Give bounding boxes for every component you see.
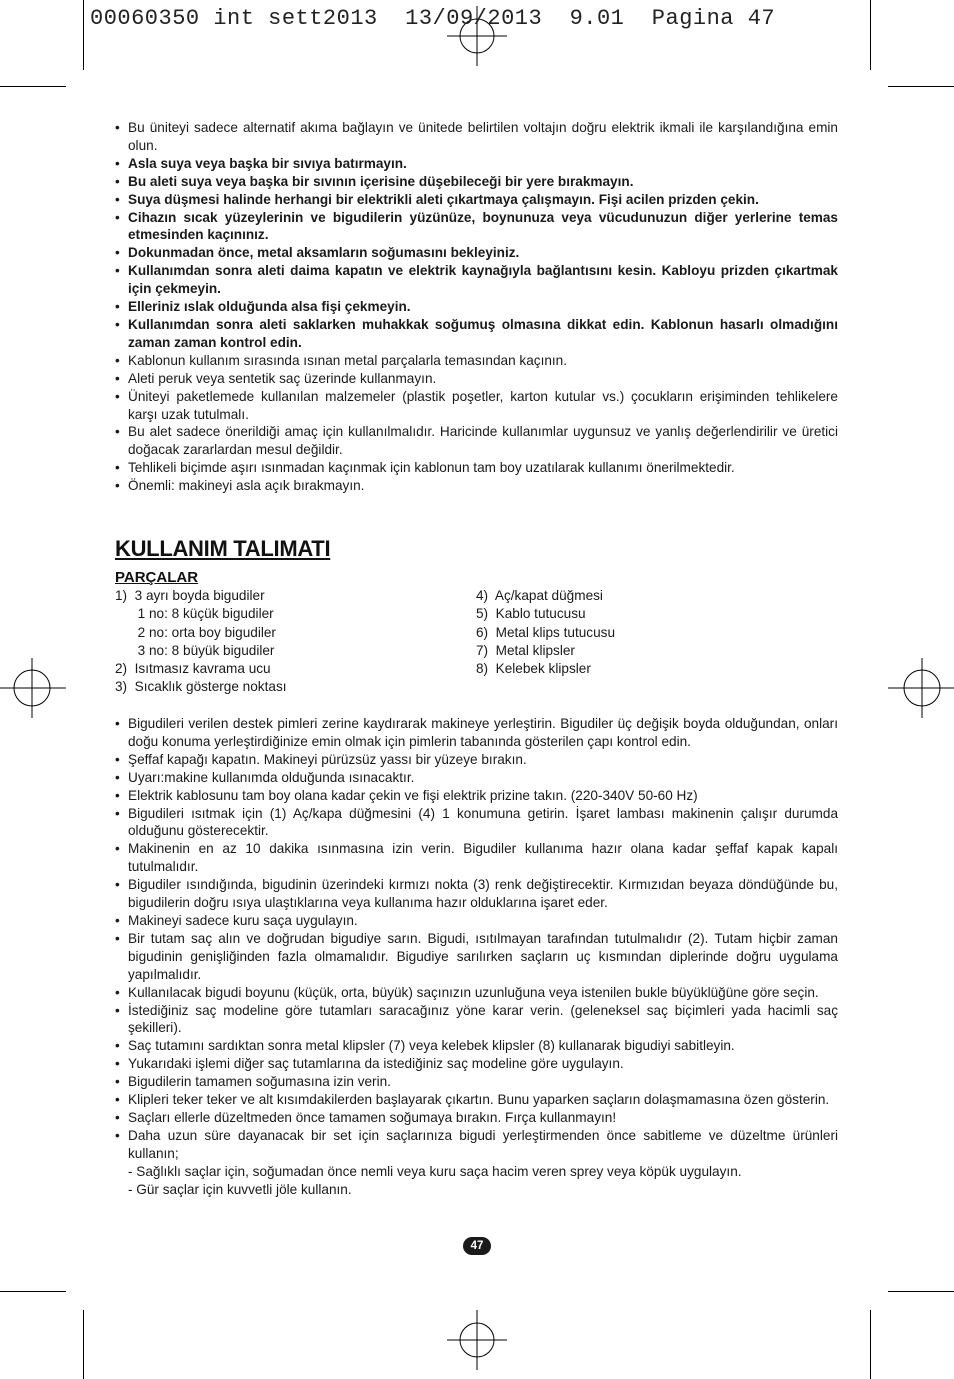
instruction-item: • Makinenin en az 10 dakika ısınmasına izin verin. Bigudiler kullanıma hazır olana kadar şeffaf kapak kapalı tutulmalıdır. [115,840,838,876]
safety-list [115,119,838,495]
instruction-item: • Bigudileri ısıtmak için (1) Aç/kapa düğmesini (4) 1 konumuna getirin. İşaret lambası makinenin çalışır durumda olduğunu gösterecektir. [115,805,838,841]
instruction-item: • Şeffaf kapağı kapatın. Makineyi pürüzsüz yassı bir yüzeye bırakın. [115,751,838,769]
crop-mark [888,1291,954,1292]
crop-mark [0,1291,66,1292]
parts-list-left [115,587,287,697]
instruction-item: • Bigudiler ısındığında, bigudinin üzerindeki kırmızı nokta (3) renk değiştirecektir. Kırmızıdan beyaza döndüğünde bu, bigudilerin doğru ısıya ulaştıklarına veya kullanıma hazır olduklarına işaret eder. [115,876,838,912]
instruction-item: • Bir tutam saç alın ve doğrudan bigudiye sarın. Bigudi, ısıtılmayan tarafından tutulmalıdır (2). Tutam hiçbir zaman bigudinin genişliğinden fazla olmamalıdır. Bigudiye sarılırken saçların uç kısmından diplerinde doğru uygulama yapılmalıdır. [115,930,838,984]
safety-item: • Aleti peruk veya sentetik saç üzerinde kullanmayın. [115,370,838,388]
part-item: 2 no: orta boy bigudiler [115,624,276,640]
safety-item: • Cihazın sıcak yüzeylerinin ve bigudilerin yüzünüze, boynunuza veya vücudunuzun diğer yerlerine temas etmesinden kaçınınız. [115,209,838,245]
safety-section [115,119,838,495]
sub-notes [115,1163,838,1199]
part-item: 7) Metal klipsler [476,642,575,658]
instruction-item: • Klipleri teker teker ve alt kısımdakilerden başlayarak çıkartın. Bunu yaparken saçların dolaşmamasına özen gösterin. [115,1091,838,1109]
instruction-item: • Yukarıdaki işlemi diğer saç tutamlarına da istediğiniz saç modeline göre uygulayın. [115,1055,838,1073]
parts-list-right [476,587,615,678]
safety-item: • Kablonun kullanım sırasında ısınan metal parçalarla temasından kaçının. [115,352,838,370]
registration-mark-right [888,658,954,718]
instruction-item: • Bigudileri verilen destek pimleri zerine kaydırarak makineye yerleştirin. Bigudiler üç değişik boyda olduğundan, onları doğu konuma yerleştirdiğinize emin olmak için pimlerin tabanında gösterilen çapı kontrol edin. [115,715,838,751]
safety-item: • Suya düşmesi halinde herhangi bir elektrikli aleti çıkartmaya çalışmayın. Fişi acilen prizden çekin. [115,191,838,209]
crop-mark [888,86,954,87]
crop-mark [870,0,871,70]
part-item: 1 no: 8 küçük bigudiler [115,606,274,622]
crop-mark [83,1310,84,1379]
section-title: KULLANIM TALIMATI [115,536,331,561]
safety-item: • Elleriniz ıslak olduğunda alsa fişi çekmeyin. [115,298,838,316]
safety-item: • Kullanımdan sonra aleti daima kapatın ve elektrik kaynağıyla bağlantısını kesin. Kabloyu prizden çıkartmak için çekmeyin. [115,262,838,298]
part-item: 1) 3 ayrı boyda bigudiler [115,588,265,603]
instruction-item: • Uyarı:makine kullanımda olduğunda ısınacaktır. [115,769,838,787]
instruction-item: • Saç tutamını sardıktan sonra metal klipsler (7) veya kelebek klipsler (8) kullanarak bigudiyi sabitleyin. [115,1037,838,1055]
registration-mark-bottom [447,1310,507,1370]
part-item: 8) Kelebek klipsler [476,661,591,677]
instruction-item: • Daha uzun süre dayanacak bir set için saçlarınıza bigudi yerleştirmenden önce sabitleme ve düzeltme ürünleri kullanın; [115,1127,838,1163]
safety-item: • Tehlikeli biçimde aşırı ısınmadan kaçınmak için kablonun tam boy uzatılarak kullanımı önerilmektedir. [115,459,838,477]
crop-mark [870,1310,871,1379]
registration-mark-left [0,658,66,718]
part-item: 3) Sıcaklık gösterge noktası [115,679,287,695]
safety-item: • Üniteyi paketlemede kullanılan malzemeler (plastik poşetler, karton kutular vs.) çocukların erişiminden tehlikelere karşı uzak tutulmalı. [115,388,838,424]
safety-item: • Bu aleti suya veya başka bir sıvının içerisine düşebileceği bir yere bırakmayın. [115,173,838,191]
safety-item: • Bu üniteyi sadece alternatif akıma bağlayın ve ünitede belirtilen voltajın doğru elektrik ikmali ile karşılandığına emin olun. [115,119,838,155]
instruction-item: • Saçları ellerle düzeltmeden önce tamamen soğumaya bırakın. Fırça kullanmayın! [115,1109,838,1127]
safety-item: • Kullanımdan sonra aleti saklarken muhakkak soğumuş olmasına dikkat edin. Kablonun hasarlı olmadığını zaman zaman kontrol edin. [115,316,838,352]
part-item: 5) Kablo tutucusu [476,606,586,622]
safety-item: • Asla suya veya başka bir sıvıya batırmayın. [115,155,838,173]
safety-item: • Önemli: makineyi asla açık bırakmayın. [115,477,838,495]
parts-heading: PARÇALAR [115,569,199,586]
part-item: 6) Metal klips tutucusu [476,624,616,640]
page-number-badge: 47 [463,1237,491,1255]
part-item: 3 no: 8 büyük bigudiler [115,642,275,658]
instruction-item: • Kullanılacak bigudi boyunu (küçük, orta, büyük) saçınızın uzunluğuna veya istenilen bukle büyüklüğüne göre seçin. [115,984,838,1002]
instructions-list [115,715,838,1163]
instruction-item: • İstediğiniz saç modeline göre tutamları saracağınız yöne karar verin. (geleneksel saç biçimleri yada hacimli saç şekilleri). [115,1002,838,1038]
crop-mark [0,86,66,87]
crop-mark [83,0,84,70]
instruction-item: • Bigudilerin tamamen soğumasına izin verin. [115,1073,838,1091]
print-header: 00060350 int sett2013 13/09/2013 9.01 Pagina 47 [90,6,776,31]
instruction-item: • Elektrik kablosunu tam boy olana kadar çekin ve fişi elektrik prizine takın. (220-340V 50-60 Hz) [115,787,838,805]
instruction-item: • Makineyi sadece kuru saça uygulayın. [115,912,838,930]
sub-note: - Gür saçlar için kuvvetli jöle kullanın. [128,1181,352,1197]
part-item: 4) Aç/kapat düğmesi [476,588,603,603]
safety-item: • Dokunmadan önce, metal aksamların soğumasını bekleyiniz. [115,244,838,262]
part-item: 2) Isıtmasız kavrama ucu [115,661,271,677]
instructions-section [115,715,838,1198]
safety-item: • Bu alet sadece önerildiği amaç için kullanılmalıdır. Haricinde kullanımlar uygunsuz ve yanlış değerlendirilir ve üretici doğacak zararlardan mesul değildir. [115,423,838,459]
sub-note: - Sağlıklı saçlar için, soğumadan önce nemli veya kuru saça hacim veren sprey veya köpük uygulayın. [128,1163,742,1179]
